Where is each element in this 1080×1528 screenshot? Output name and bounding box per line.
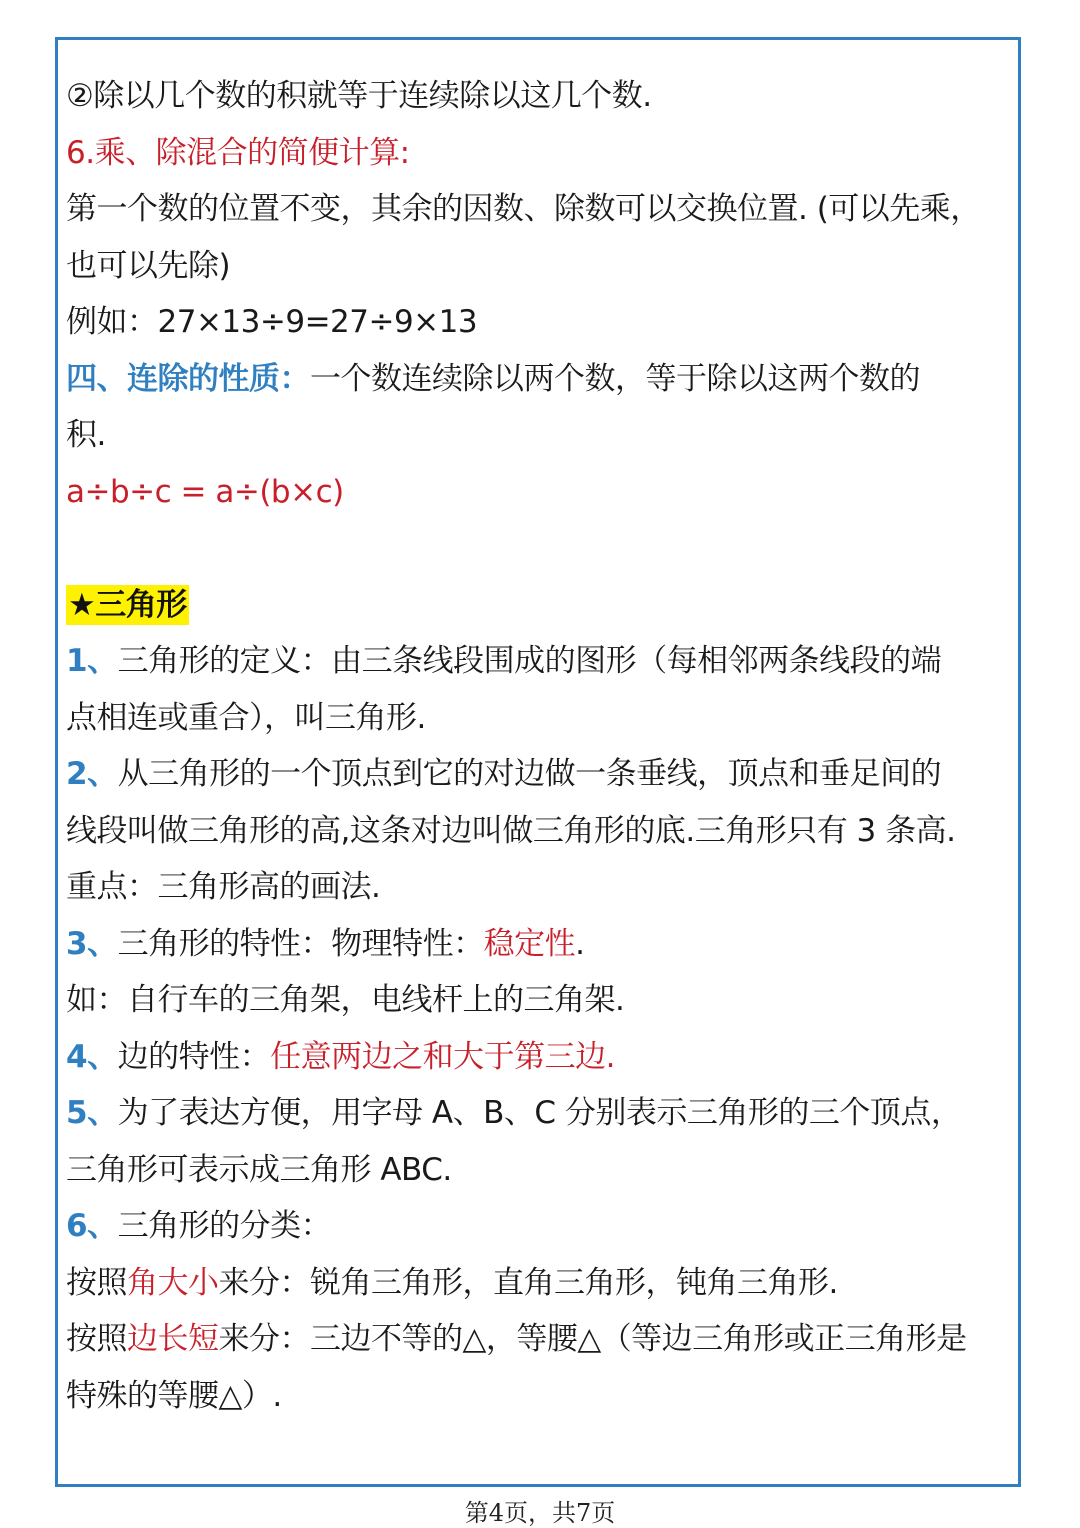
- highlight-text: 边长短: [127, 1321, 219, 1357]
- text: 6.乘、除混合的简便计算:: [66, 134, 410, 171]
- text: 边的特性：: [117, 1038, 271, 1075]
- text: 线段叫做三角形的高,这条对边叫做三角形的底.三角形只有 3 条高.: [66, 812, 956, 849]
- item-number: 3、: [66, 925, 118, 962]
- text-line: [66, 407, 1018, 464]
- text: 第一个数的位置不变，其余的因数、除数可以交换位置. (可以先乘，: [66, 191, 981, 227]
- text-line: [66, 238, 1018, 295]
- text: 例如：27×13÷9=27÷9×13: [66, 304, 478, 340]
- item-number: 6、: [66, 1208, 118, 1244]
- text: 三角形的分类：: [117, 1208, 332, 1244]
- subheading: [66, 125, 1018, 182]
- list-item: [66, 633, 1018, 690]
- text-line: [66, 972, 1018, 1029]
- highlight-text: 任意两边之和大于第三边.: [270, 1038, 615, 1075]
- text-line: [66, 690, 1018, 747]
- item-number: 2、: [66, 756, 118, 792]
- text: 特殊的等腰△）.: [66, 1377, 282, 1414]
- item-number: 4、: [66, 1038, 118, 1075]
- formula-line: [66, 464, 1018, 521]
- text: 如：自行车的三角架，电线杆上的三角架.: [66, 982, 625, 1018]
- highlight-text: 稳定性: [483, 925, 576, 962]
- text-line: [66, 859, 1018, 916]
- formula: a÷b÷c = a÷(b×c): [66, 473, 344, 510]
- text: 三角形的定义：由三条线段围成的图形（每相邻两条线段的端: [117, 643, 942, 679]
- text-line: [66, 68, 1018, 125]
- text: 三角形的特性：物理特性：: [117, 925, 484, 962]
- section-title-line: [66, 577, 1018, 634]
- text-line: [66, 1368, 1018, 1425]
- item-number: 1、: [66, 643, 118, 679]
- highlight-text: 角大小: [127, 1264, 219, 1301]
- text: 重点：三角形高的画法.: [66, 869, 381, 905]
- page-footer: 第4页，共7页: [464, 1499, 616, 1527]
- list-item: [66, 1198, 1018, 1255]
- list-item: [66, 1085, 1018, 1142]
- text: ②除以几个数的积就等于连续除以这几个数.: [66, 78, 652, 114]
- text: 按照: [66, 1264, 127, 1301]
- text: 按照: [66, 1321, 127, 1357]
- property-heading-line: [66, 351, 1018, 408]
- text: 积.: [66, 417, 106, 453]
- text: 来分：三边不等的△，等腰△（等边三角形或正三角形是: [218, 1321, 967, 1357]
- list-item: [66, 1029, 1018, 1086]
- text: 来分：锐角三角形，直角三角形，钝角三角形.: [218, 1264, 838, 1301]
- list-item: [66, 746, 1018, 803]
- text-line: [66, 181, 1018, 238]
- example-line: [66, 294, 1018, 351]
- text-line: [66, 803, 1018, 860]
- text: 为了表达方便，用字母 A、B、C 分别表示三角形的三个顶点，: [117, 1095, 962, 1131]
- section-title: ★三角形: [68, 586, 187, 623]
- list-item: [66, 916, 1018, 973]
- text: 点相连或重合），叫三角形.: [66, 699, 426, 736]
- property-heading: 四、连除的性质：: [66, 360, 310, 397]
- classification-line: [66, 1255, 1018, 1312]
- text: 也可以先除): [66, 247, 231, 284]
- text: .: [575, 925, 585, 962]
- text: 从三角形的一个顶点到它的对边做一条垂线，顶点和垂足间的: [117, 756, 942, 792]
- classification-line: [66, 1311, 1018, 1368]
- text-line: [66, 1142, 1018, 1199]
- item-number: 5、: [66, 1095, 118, 1131]
- document-content: [66, 68, 1018, 1424]
- text: 三角形可表示成三角形 ABC.: [66, 1151, 452, 1188]
- text: 一个数连续除以两个数，等于除以这两个数的: [310, 360, 920, 397]
